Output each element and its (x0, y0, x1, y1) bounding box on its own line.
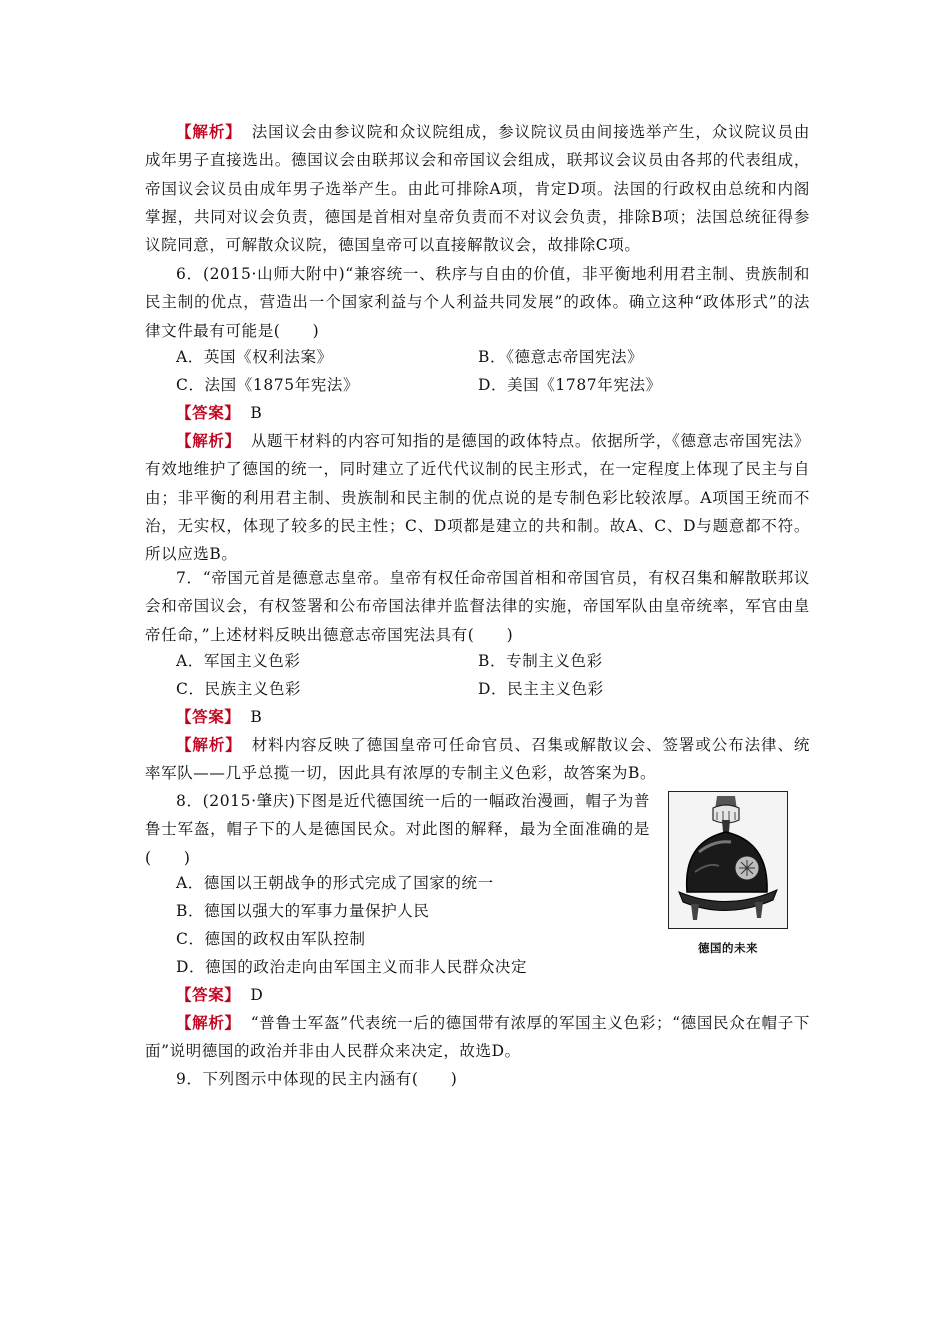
q6-answer-value: B (250, 404, 263, 422)
q7-answer-value: B (250, 708, 263, 726)
q8-option-d: D．德国的政治走向由军国主义而非人民群众决定 (176, 958, 528, 976)
q7-option-c: C．民族主义色彩 (176, 680, 302, 698)
q7-analysis (145, 731, 810, 788)
q8-analysis (145, 1009, 810, 1066)
q7-analysis-text: 材料内容反映了德国皇帝可任命官员、召集或解散议会、签署或公布法律、统率军队——几乎总揽一切，因此具有浓厚的专制主义色彩，故答案为B。 (145, 736, 810, 783)
q5-analysis-text: 法国议会由参议院和众议院组成，参议院议员由间接选举产生，众议院议员由成年男子直接选出。德国议会由联邦议会和帝国议会组成，联邦议会议员由各邦的代表组成，帝国议会议员由成年男子选举产生。由此可排除A项，肯定D项。法国的行政权由总统和内阁掌握，共同对议会负责，德国是首相对皇帝负责而不对议会负责，排除B项；法国总统征得参议院同意，可解散众议院，德国皇帝可以直接解散议会，故排除C项。 (145, 123, 810, 255)
analysis-tag: 【解析】 (176, 431, 241, 450)
q6-analysis-text: 从题干材料的内容可知指的是德国的政体特点。依据所学，《德意志帝国宪法》有效地维护了德国的统一，同时建立了近代代议制的民主形式，在一定程度上体现了民主与自由；非平衡的利用君主制、贵族制和民主制的优点说的是专制色彩比较浓厚。A项国王统而不治，无实权，体现了较多的民主性；C、D项都是建立的共和制。故A、C、D与题意都不符。所以应选B。 (145, 432, 810, 564)
q7-stem: 7．“帝国元首是德意志皇帝。皇帝有权任命帝国首相和帝国官员，有权召集和解散联邦议会和帝国议会，有权签署和公布帝国法律并监督法律的实施，帝国军队由皇帝统率，军官由皇帝任命，”上述材料反映出德意志帝国宪法具有( ) (145, 569, 810, 644)
q7-option-b: B．专制主义色彩 (478, 652, 603, 670)
q6-answer (176, 399, 262, 427)
q8-option-b: B．德国以强大的军事力量保护人民 (176, 902, 430, 920)
q7-option-a: A．军国主义色彩 (176, 652, 301, 670)
q7-option-d: D．民主主义色彩 (478, 680, 604, 698)
q8-stem: 8．(2015·肇庆)下图是近代德国统一后的一幅政治漫画，帽子为普鲁士军盔，帽子下的人是德国民众。对此图的解释，最为全面准确的是( ) (145, 792, 650, 867)
q8-answer (176, 981, 263, 1009)
q8-cartoon-image (668, 791, 788, 929)
answer-tag: 【答案】 (176, 707, 241, 726)
q6-option-b: B．《德意志帝国宪法》 (478, 348, 644, 366)
q7-answer (176, 703, 262, 731)
q6-option-c: C．法国《1875年宪法》 (176, 376, 360, 394)
q8-analysis-text: “普鲁士军盔”代表统一后的德国带有浓厚的军国主义色彩；“德国民众在帽子下面”说明德国的政治并非由人民群众来决定，故选D。 (145, 1014, 810, 1061)
q8-figure-caption: 德国的未来 (698, 941, 758, 955)
answer-tag: 【答案】 (176, 985, 241, 1004)
q8-answer-value: D (250, 986, 264, 1004)
q8-option-c: C．德国的政权由军队控制 (176, 930, 366, 948)
answer-tag: 【答案】 (176, 403, 241, 422)
prussian-helmet-illustration (669, 792, 787, 928)
q5-analysis (145, 118, 810, 259)
q6-analysis (145, 427, 810, 568)
q6-option-d: D．美国《1787年宪法》 (478, 376, 662, 394)
analysis-tag: 【解析】 (176, 735, 242, 754)
q6-option-a: A．英国《权利法案》 (176, 348, 333, 366)
q8-option-a: A．德国以王朝战争的形式完成了国家的统一 (176, 874, 494, 892)
q9-stem: 9．下列图示中体现的民主内涵有( ) (176, 1070, 458, 1088)
analysis-tag: 【解析】 (176, 122, 242, 141)
analysis-tag: 【解析】 (176, 1013, 241, 1032)
q6-stem: 6．(2015·山师大附中)“兼容统一、秩序与自由的价值，非平衡地利用君主制、贵族制和民主制的优点，营造出一个国家利益与个人利益共同发展”的政体。确立这种“政体形式”的法律文件最有可能是( ) (145, 265, 810, 340)
